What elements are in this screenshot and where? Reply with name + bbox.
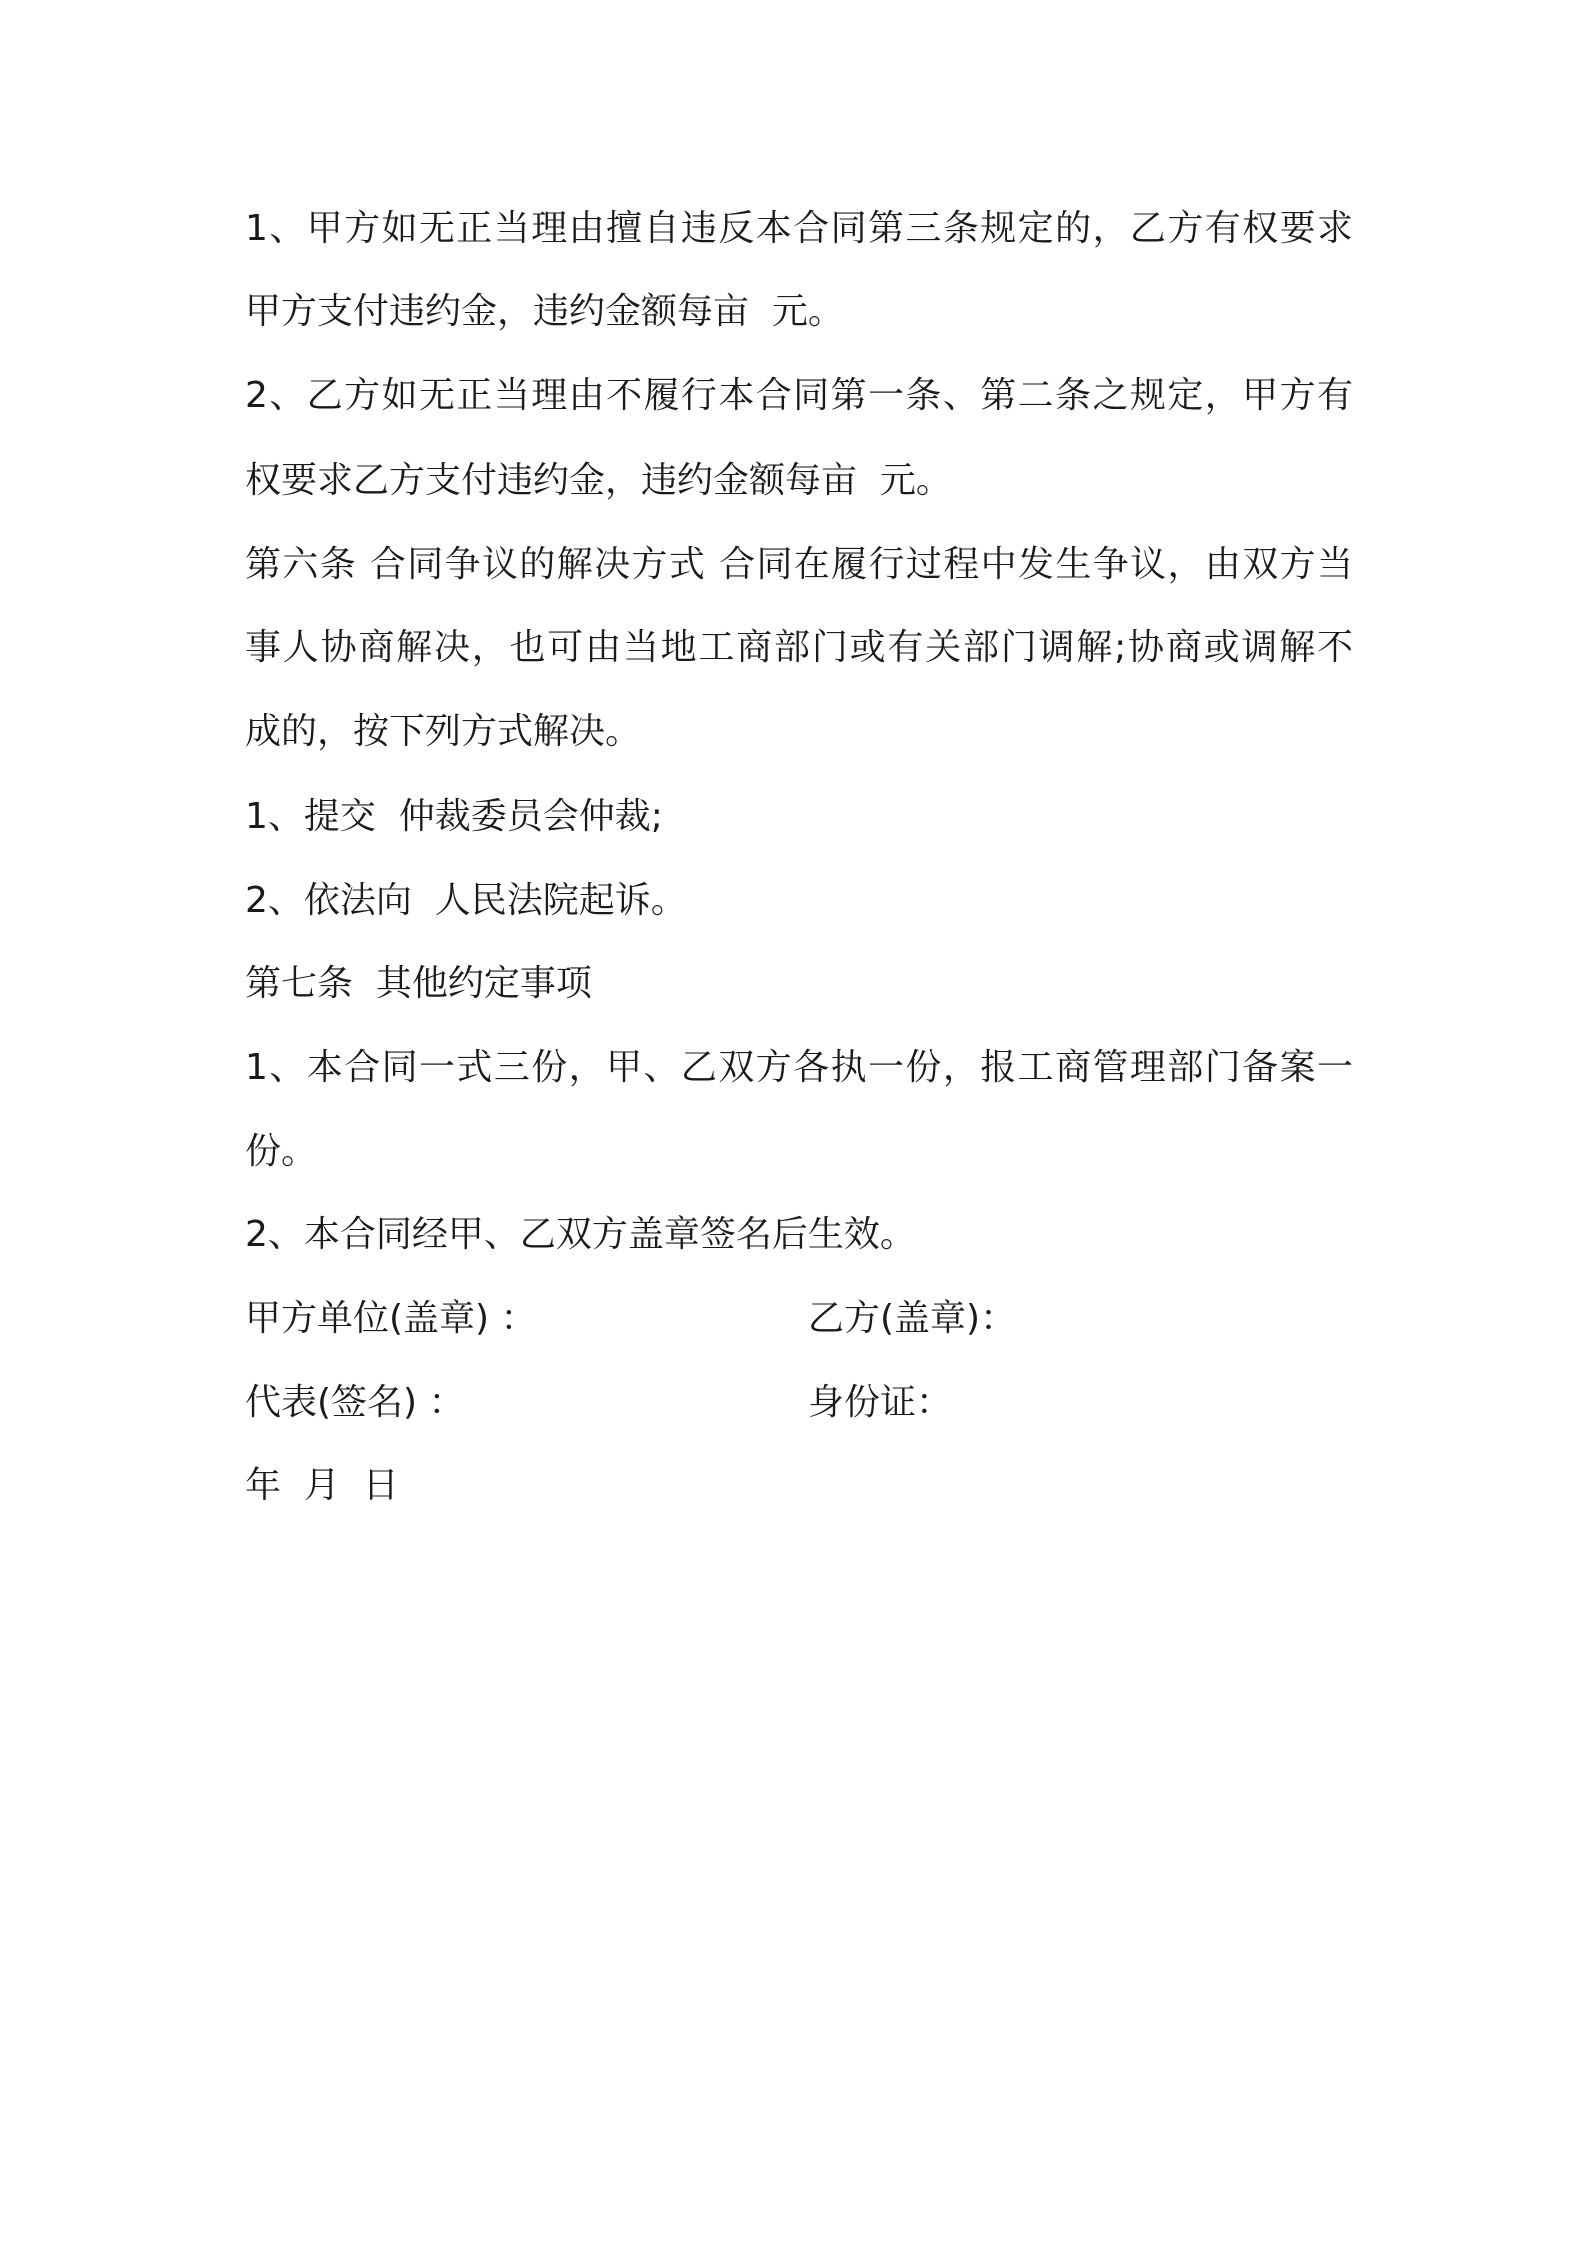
clause-6-line-1: 第六条 合同争议的解决方式 合同在履行过程中发生争议，由双方当 — [245, 544, 1353, 585]
date-label: 年 月 日 — [245, 1465, 399, 1506]
clause-7-item-1-line-1: 1、本合同一式三份，甲、乙双方各执一份，报工商管理部门备案一 — [245, 1047, 1353, 1088]
clause-5-item-2-line-2: 权要求乙方支付违约金，违约金额每亩 元。 — [245, 460, 952, 501]
id-card-label: 身份证： — [808, 1382, 953, 1423]
clause-5-item-1-line-1: 1、甲方如无正当理由擅自违反本合同第三条规定的，乙方有权要求 — [245, 208, 1353, 249]
clause-5-item-1-line-2: 甲方支付违约金，违约金额每亩 元。 — [245, 291, 844, 332]
clause-6-line-3: 成的，按下列方式解决。 — [245, 711, 642, 752]
clause-5-item-2-line-1: 2、乙方如无正当理由不履行本合同第一条、第二条之规定，甲方有 — [245, 375, 1353, 416]
clause-7-item-2: 2、本合同经甲、乙双方盖章签名后生效。 — [245, 1214, 916, 1255]
clause-7-heading: 第七条 其他约定事项 — [245, 963, 592, 1004]
party-b-label: 乙方(盖章)： — [808, 1298, 1017, 1339]
clause-7-item-1-line-2: 份。 — [245, 1131, 318, 1172]
clause-6-line-2: 事人协商解决，也可由当地工商部门或有关部门调解;协商或调解不 — [245, 627, 1353, 668]
clause-6-item-2: 2、依法向 人民法院起诉。 — [245, 880, 687, 921]
party-a-unit-label: 甲方单位(盖章) ： — [245, 1298, 537, 1339]
clause-6-item-1: 1、提交 仲裁委员会仲裁; — [245, 796, 663, 837]
representative-label: 代表(签名) ： — [245, 1382, 465, 1423]
